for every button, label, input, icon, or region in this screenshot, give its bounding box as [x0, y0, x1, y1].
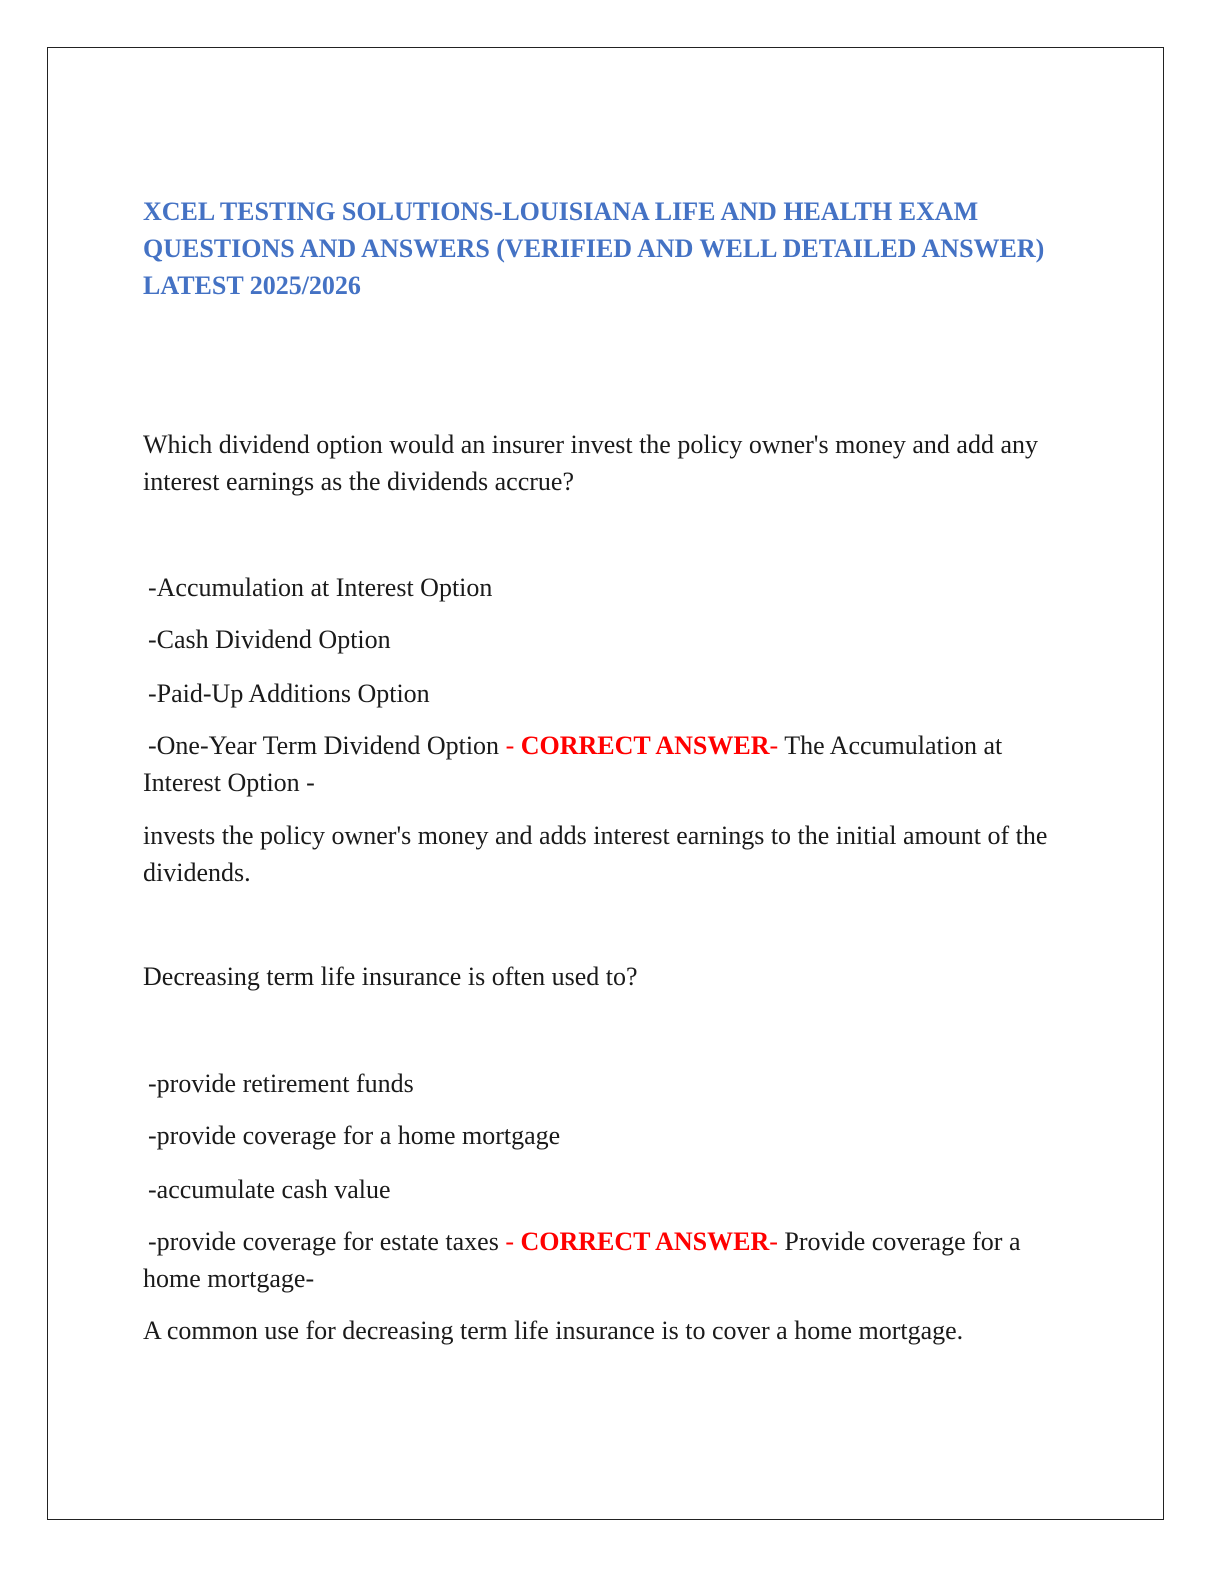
question-1-option-2: -Cash Dividend Option: [148, 625, 391, 654]
question-2-option-1: -provide retirement funds: [148, 1069, 414, 1098]
question-1-answer: The Accumulation at Interest Option -: [143, 731, 1003, 797]
correct-answer-marker: [499, 1227, 785, 1256]
question-1-option-1: -Accumulation at Interest Option: [148, 573, 493, 602]
question-2-answer: Provide coverage for a home mortgage-: [143, 1227, 1021, 1293]
correct-answer-marker: [499, 731, 784, 760]
question-1-text: Which dividend option would an insurer invest the policy owner's money and add any interest earnings as the dividends accrue?: [143, 430, 1038, 496]
question-1-option-4: -One-Year Term Dividend Option: [148, 731, 500, 760]
correct-prefix: -: [498, 1227, 521, 1256]
correct-suffix: -: [769, 731, 785, 760]
document-title: XCEL TESTING SOLUTIONS-LOUISIANA LIFE AND HEALTH EXAM QUESTIONS AND ANSWERS (VERIFIED AND WELL DETAILED ANSWER) LATEST 2025/2026: [143, 197, 1045, 300]
correct-prefix: -: [499, 731, 521, 760]
question-2-answer-line: [143, 1223, 1078, 1297]
question-1-explanation: invests the policy owner's money and adds interest earnings to the initial amount of the dividends.: [143, 821, 1048, 887]
question-1-answer-line: [143, 727, 1078, 801]
question-2-option-2: -provide coverage for a home mortgage: [148, 1121, 561, 1150]
question-2-text: Decreasing term life insurance is often used to?: [143, 962, 638, 991]
correct-answer-label: CORRECT ANSWER: [520, 1227, 770, 1256]
correct-answer-label: CORRECT ANSWER: [520, 731, 770, 760]
question-2-option-3: -accumulate cash value: [148, 1175, 391, 1204]
question-2-option-4: -provide coverage for estate taxes: [148, 1227, 499, 1256]
correct-suffix: -: [769, 1227, 785, 1256]
question-1-option-3: -Paid-Up Additions Option: [148, 679, 430, 708]
question-2-explanation: A common use for decreasing term life insurance is to cover a home mortgage.: [143, 1316, 964, 1345]
